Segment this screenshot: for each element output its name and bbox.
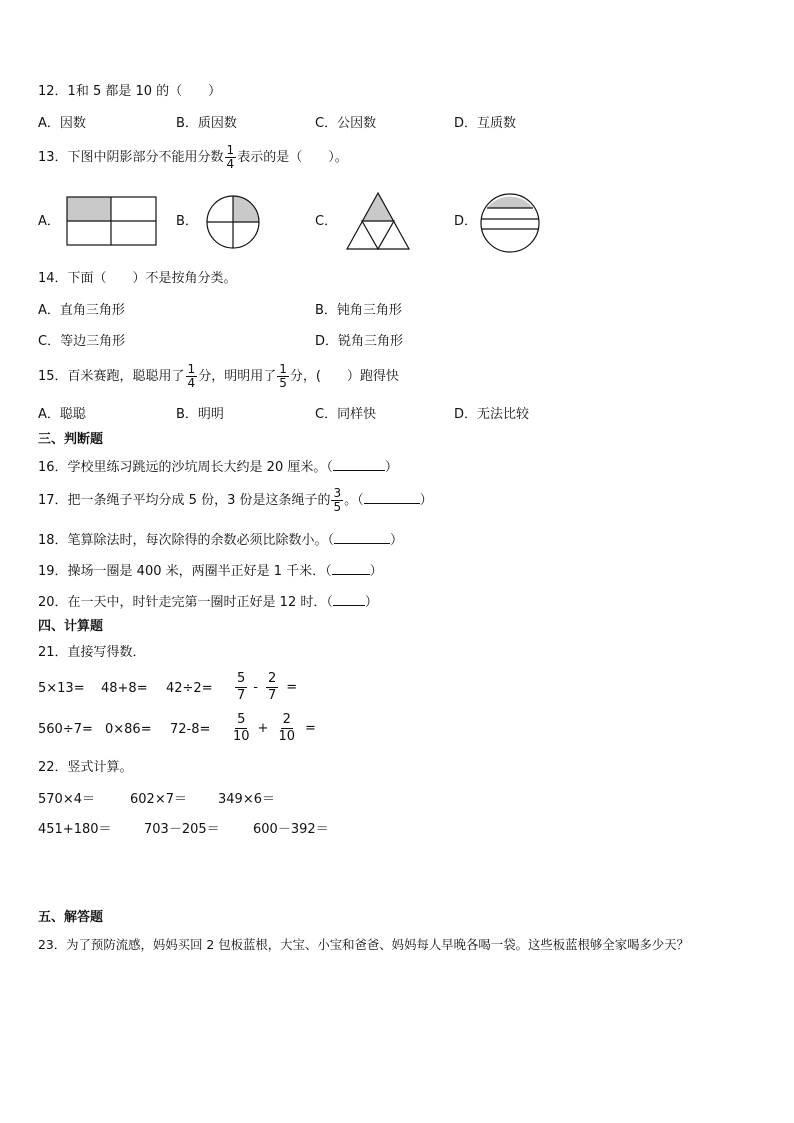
q18-text: 18．笔算除法时，每次除得的余数必须比除数小。（ <box>38 533 335 548</box>
q13-figure-d <box>480 192 542 254</box>
q15-option-a[interactable]: A．聪聪 <box>38 407 86 422</box>
q17-text: 17．把一条绳子平均分成 5 份，3 份是这条绳子的 <box>38 493 331 508</box>
q22-r1-item2: 602×7＝ <box>130 792 187 807</box>
q18-close: ） <box>390 533 404 548</box>
q16 <box>38 458 398 476</box>
q16-text: 16．学校里练习跳远的沙坑周长大约是 20 厘米。（ <box>38 460 333 475</box>
q13-stem-after: 表示的是（ ）。 <box>237 150 348 165</box>
q14-option-d[interactable]: D．锐角三角形 <box>315 334 404 349</box>
q17-fraction: $\frac{3}{5}$ <box>333 486 342 514</box>
q15-fraction-1: $\frac{1}{4}$ <box>187 362 196 390</box>
q17-after: 。（ <box>344 493 364 508</box>
q12-stem: 12．1和 5 都是 10 的（ ） <box>38 84 222 99</box>
q21-r1-item1: 5×13= <box>38 681 85 696</box>
q17-close: ） <box>419 493 433 508</box>
q17-answer-blank[interactable] <box>364 491 420 504</box>
q12-option-a[interactable]: A．因数 <box>38 116 86 131</box>
q16-answer-blank[interactable] <box>333 458 385 471</box>
q20 <box>38 593 378 611</box>
q19 <box>38 562 383 580</box>
q15-option-c[interactable]: C．同样快 <box>315 407 377 422</box>
q21-r2-item2: 0×86= <box>105 722 152 737</box>
q21-r1-op: - <box>253 680 258 695</box>
q15-part2: 分，明明用了 <box>198 369 277 384</box>
q12-option-c[interactable]: C．公因数 <box>315 116 377 131</box>
q14-option-b[interactable]: B．钝角三角形 <box>315 303 402 318</box>
q22-r1-item3: 349×6＝ <box>218 792 275 807</box>
q18-answer-blank[interactable] <box>334 531 390 544</box>
q12-option-d[interactable]: D．互质数 <box>454 116 517 131</box>
q15-option-b[interactable]: B．明明 <box>176 407 224 422</box>
q20-text: 20．在一天中，时针走完第一圈时正好是 12 时．（ <box>38 595 333 610</box>
q21-r1-eq: = <box>286 680 298 695</box>
q13-label-d[interactable]: D． <box>454 214 478 229</box>
q21-r2-op: + <box>257 721 269 736</box>
q13-fraction: $\frac{1}{4}$ <box>226 143 235 171</box>
q15-option-d[interactable]: D．无法比较 <box>454 407 530 422</box>
q14-stem: 14．下面（ ）不是按角分类。 <box>38 271 237 286</box>
q12-option-b[interactable]: B．质因数 <box>176 116 237 131</box>
q19-close: ） <box>369 564 383 579</box>
q22-r2-item1: 451+180＝ <box>38 822 112 837</box>
q20-close: ） <box>364 595 378 610</box>
q17 <box>38 484 433 518</box>
q13-label-c[interactable]: C． <box>315 214 338 229</box>
q13-figure-b <box>205 194 263 252</box>
q21-r2-item3: 72-8= <box>170 722 211 737</box>
q15-part1: 15．百米赛跑，聪聪用了 <box>38 369 185 384</box>
q14-option-c[interactable]: C．等边三角形 <box>38 334 126 349</box>
q20-answer-blank[interactable] <box>333 593 365 606</box>
q22-r2-item3: 600－392＝ <box>253 822 329 837</box>
q21-r1-item3: 42÷2= <box>166 681 213 696</box>
q21-r1-frac-b: $\frac{2}{7}$ <box>267 671 277 703</box>
q13-figure-c <box>345 191 413 251</box>
q16-close: ） <box>384 460 398 475</box>
section-3-heading: 三、判断题 <box>38 432 104 447</box>
q18 <box>38 531 403 549</box>
q23-text: 23．为了预防流感，妈妈买回 2 包板蓝根，大宝、小宝和爸爸、妈妈每人早晚各喝一袋。这些板蓝根够全家喝多少天？ <box>38 937 690 952</box>
q13-figure-a <box>66 196 158 248</box>
q21-r1-frac-a: $\frac{5}{7}$ <box>237 671 246 703</box>
q13-a-shaded-cell <box>67 197 111 221</box>
q13-stem <box>38 143 348 173</box>
q15-stem <box>38 362 399 392</box>
q21-r2-frac-b: $\frac{2}{10}$ <box>278 712 295 744</box>
q13-stem-before: 13．下图中阴影部分不能用分数 <box>38 150 224 165</box>
section-4-heading: 四、计算题 <box>38 619 104 634</box>
section-5-heading: 五、解答题 <box>38 910 104 925</box>
q21-r2-fraction-expr <box>230 709 316 749</box>
q15-part3: 分，( ）跑得快 <box>289 369 399 384</box>
q22-title: 22．竖式计算。 <box>38 760 133 775</box>
q13-label-b[interactable]: B． <box>176 214 198 229</box>
q21-r2-frac-a: $\frac{5}{10}$ <box>233 712 250 744</box>
q21-title: 21．直接写得数． <box>38 645 146 660</box>
q19-answer-blank[interactable] <box>332 562 370 575</box>
q13-label-a[interactable]: A． <box>38 214 60 229</box>
q21-r1-item2: 48+8= <box>101 681 148 696</box>
q21-r2-item1: 560÷7= <box>38 722 93 737</box>
q15-fraction-2: $\frac{1}{5}$ <box>279 362 287 390</box>
q21-r1-fraction-expr <box>234 668 297 708</box>
q21-r2-eq: = <box>305 721 316 736</box>
q13-c-shaded-triangle <box>362 193 394 221</box>
q14-option-a[interactable]: A．直角三角形 <box>38 303 125 318</box>
q22-r1-item1: 570×4＝ <box>38 792 95 807</box>
q22-r2-item2: 703－205＝ <box>144 822 220 837</box>
q19-text: 19．操场一圈是 400 米，两圈半正好是 1 千米．（ <box>38 564 332 579</box>
